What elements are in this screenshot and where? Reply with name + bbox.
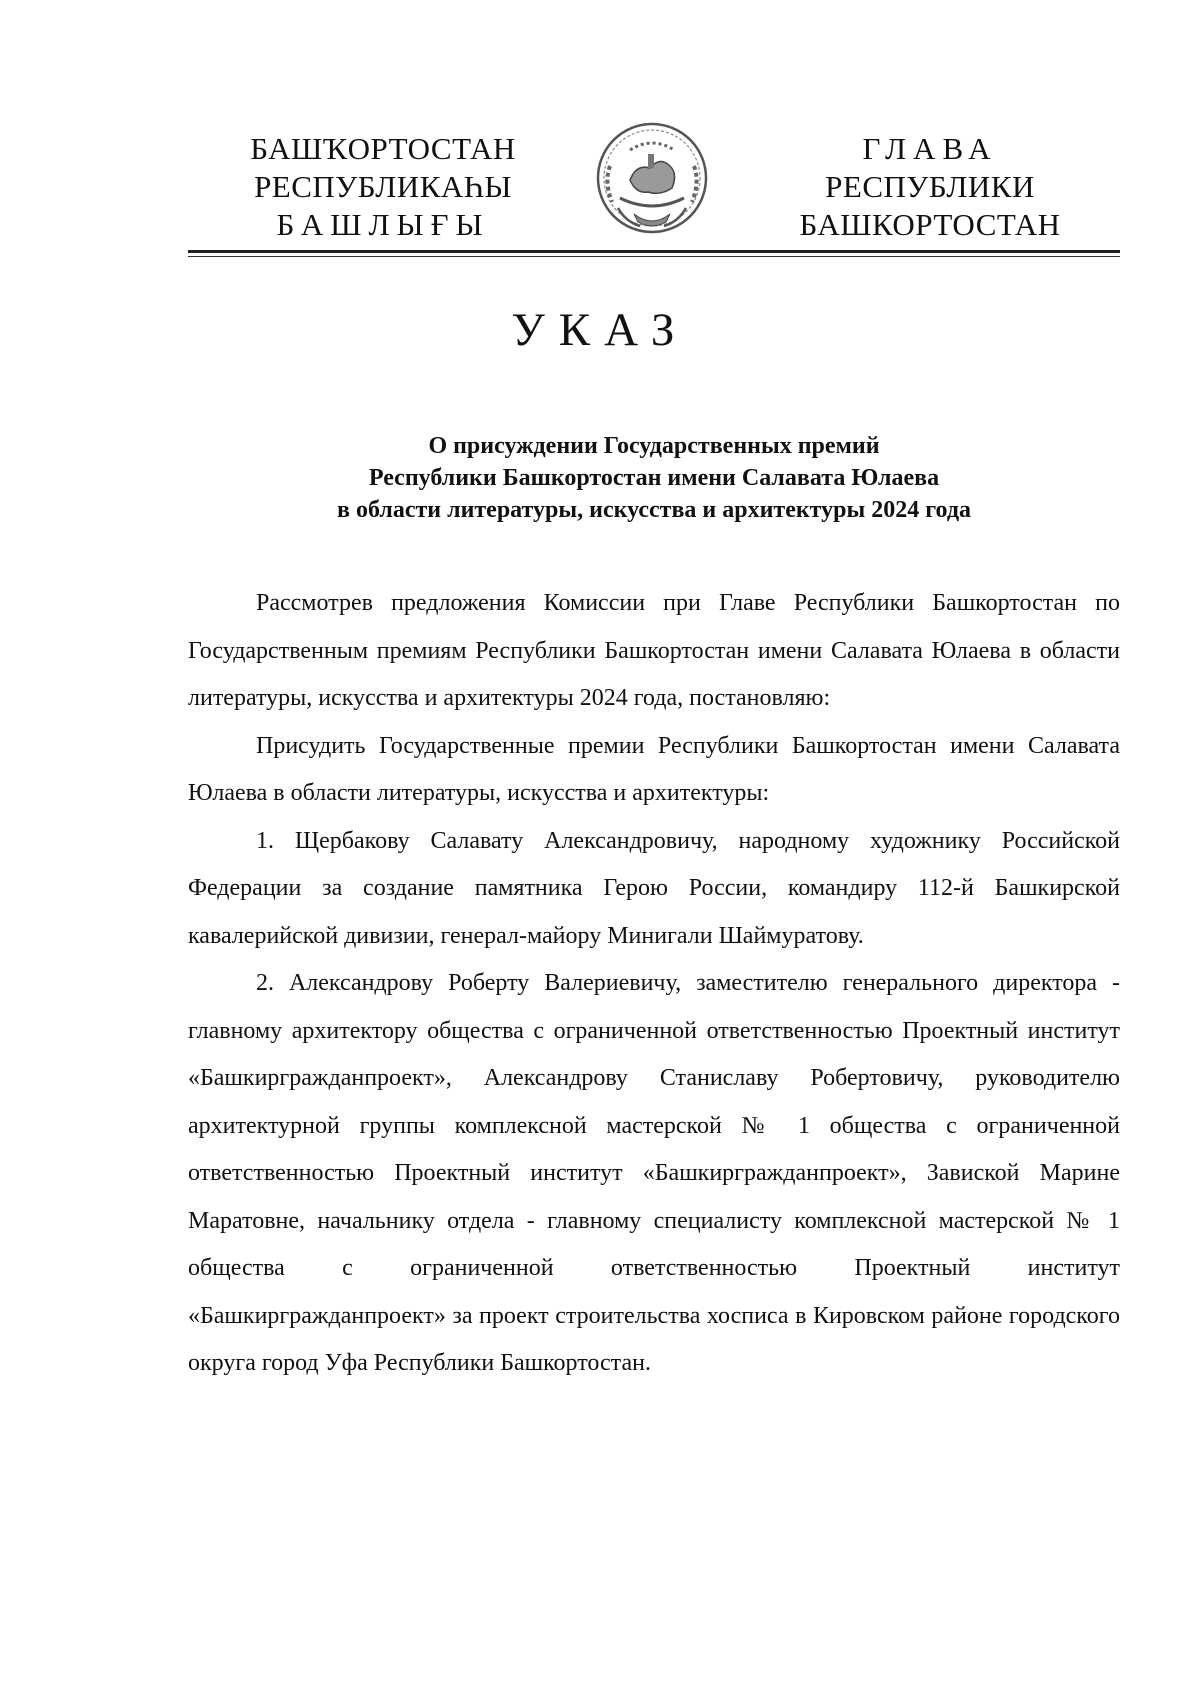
letterhead-divider-thick xyxy=(188,250,1120,253)
decree-subject-line-3: в области литературы, искусства и архитектуры 2024 года xyxy=(337,497,971,523)
letterhead-russian-line-2: РЕСПУБЛИКИ xyxy=(825,169,1035,204)
coat-of-arms-bashkortostan-icon xyxy=(590,118,714,242)
letterhead-bashkir-title xyxy=(248,130,518,244)
document-type-title: УКАЗ xyxy=(511,304,689,356)
award-item-2: 2. Александрову Роберту Валериевичу, заместителю генерального директора - главному архитектору общества с ограниченной ответственностью Проектный институт «Башкиргражданпроект», Александрову Станиславу Робертовичу, руководителю архитектурной группы комплексной мастерской № 1 общества с ограниченной ответственностью Проектный институт «Башкиргражданпроект», Завиской Марине Маратовне, начальнику отдела - главному специалисту комплексной мастерской № 1 общества с ограниченной ответственностью Проектный институт «Башкиргражданпроект» за проект строительства хосписа в Кировском районе городского округа город Уфа Республики Башкортостан. xyxy=(188,970,1120,1376)
decree-subject xyxy=(188,430,1120,526)
letterhead-russian-line-1: ГЛАВА xyxy=(862,131,998,166)
letterhead-bashkir-line-3: БАШЛЫҒЫ xyxy=(276,207,490,242)
letterhead-bashkir-line-1: БАШҠОРТОСТАН xyxy=(250,131,516,166)
letterhead-russian-line-3: БАШКОРТОСТАН xyxy=(799,207,1061,242)
preamble-paragraph: Рассмотрев предложения Комиссии при Главе Республики Башкортостан по Государственным премиям Республики Башкортостан имени Салавата Юлаева в области литературы, искусства и архитектуры 2024 года, постановляю: xyxy=(188,590,1120,711)
letterhead-divider-thin xyxy=(188,256,1120,257)
decree-subject-line-1: О присуждении Государственных премий xyxy=(428,433,880,459)
award-decision-paragraph: Присудить Государственные премии Республики Башкортостан имени Салавата Юлаева в области литературы, искусства и архитектуры: xyxy=(188,732,1120,806)
letterhead-russian-title xyxy=(785,130,1075,244)
letterhead-bashkir-line-2: РЕСПУБЛИКАҺЫ xyxy=(254,169,512,204)
decree-subject-line-2: Республики Башкортостан имени Салавата Юлаева xyxy=(368,465,940,491)
letterhead xyxy=(0,118,1200,248)
award-item-1: 1. Щербакову Салавату Александровичу, народному художнику Российской Федерации за создание памятника Герою России, командиру 112-й Башкирской кавалерийской дивизии, генерал-майору Минигали Шаймуратову. xyxy=(188,827,1120,949)
decree-body xyxy=(188,580,1120,1388)
